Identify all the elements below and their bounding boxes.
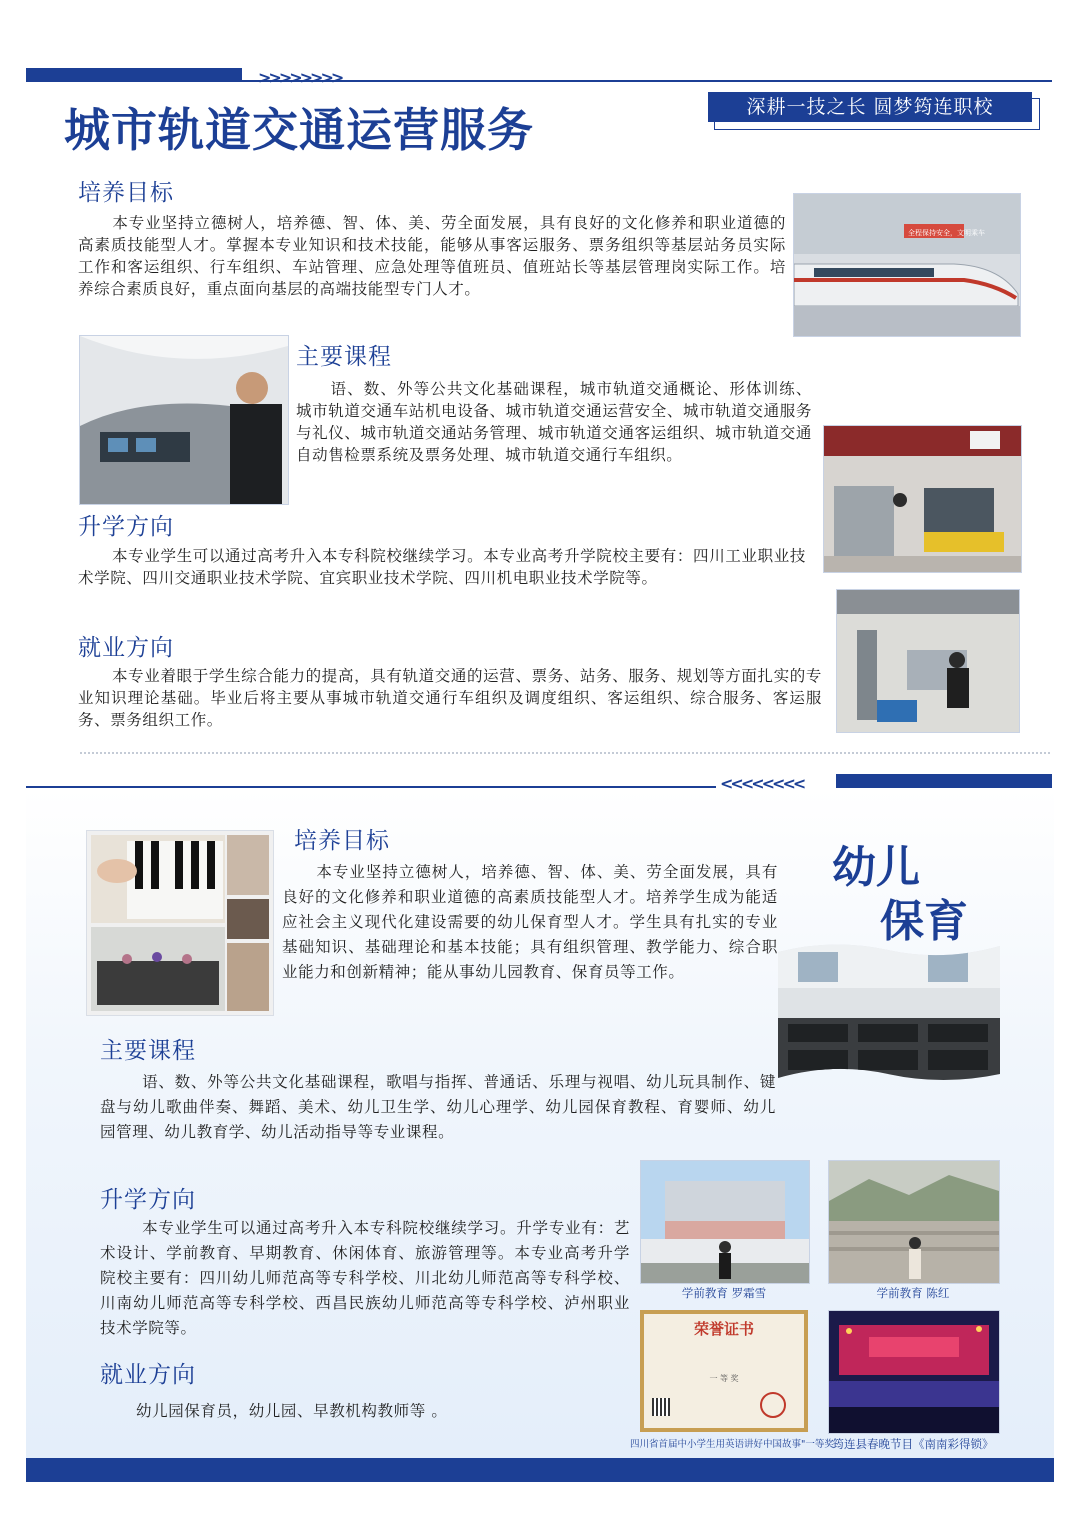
rail-job-text: 本专业着眼于学生综合能力的提高，具有轨道交通的运营、票务、站务、服务、规划等方面扎实的专业知识理论基础。毕业后将主要从事城市轨道交通行车组织及调度组织、客运组织、综合服务、客运服务、票务组织工作。 — [78, 667, 822, 729]
rail-courses-text: 语、数、外等公共文化基础课程，城市轨道交通概论、形体训练、城市轨道交通车站机电设备、城市轨道交通运营安全、城市轨道交通服务与礼仪、城市轨道交通站务管理、城市轨道交通客运组织、城市轨道交通自动售检票系统及票务处理、城市轨道交通行车组织。 — [296, 380, 812, 464]
rail-goal-heading: 培养目标 — [78, 180, 174, 206]
section-separator-rule — [26, 786, 716, 788]
separator-chevrons: <<<<<<<< — [720, 774, 804, 793]
childcare-courses-heading: 主要课程 — [100, 1038, 196, 1064]
certificate-caption: 四川省首届中小学生用英语讲好中国故事"一等奖 — [630, 1439, 834, 1450]
security-check-photo — [823, 425, 1022, 573]
childcare-goal-text: 本专业坚持立德树人，培养德、智、体、美、劳全面发展，具有良好的文化修养和职业道德的高素质技能型人才。培养学生成为能适应社会主义现代化建设需要的幼儿保育型人才。学生具有扎实的专业基础知识、基础理论和基本技能；具有组织管理、教学能力、综合职业能力和创新精神；能从事幼儿园教育、保育员等工作。 — [282, 863, 778, 981]
childcare-further-heading: 升学方向 — [100, 1187, 196, 1213]
piano-classroom-photo — [778, 938, 1000, 1086]
rail-further-text: 本专业学生可以通过高考升入本专科院校继续学习。本专业高考升学院校主要有：四川工业职业技术学院、四川交通职业技术学院、宜宾职业技术学院、四川机电职业技术学院等。 — [78, 547, 806, 587]
train-photo-sign: 全程保持安全，文明乘车 — [908, 229, 985, 237]
dotted-divider — [80, 752, 1050, 754]
motto-banner: 深耕一技之长 圆梦筠连职校 — [708, 92, 1032, 122]
cockpit-photo — [79, 335, 289, 505]
header-stripe — [26, 68, 242, 82]
certificate-title: 荣誉证书 — [693, 1320, 754, 1338]
childcare-job-text: 幼儿园保育员，幼儿园、早教机构教师等 。 — [136, 1402, 448, 1420]
stage-performance-photo — [828, 1310, 1000, 1434]
childcare-goal-heading: 培养目标 — [294, 828, 390, 854]
childcare-job-heading: 就业方向 — [100, 1362, 196, 1388]
graduate-caption-1: 学前教育 罗霜雪 — [681, 1286, 767, 1300]
childcare-further-text: 本专业学生可以通过高考升入本专科院校继续学习。升学专业有：艺术设计、学前教育、早期教育、休闲体育、旅游管理等。本专业高考升学院校主要有：四川幼儿师范高等专科学校、川北幼儿师范高等专科学校、川南幼儿师范高等专科学校、西昌民族幼儿师范高等专科学校、泸州职业技术学院等。 — [100, 1219, 630, 1337]
graduate-caption-2: 学前教育 陈红 — [876, 1286, 950, 1300]
header-chevrons: >>>>>>>> — [258, 68, 342, 87]
honor-certificate — [640, 1310, 808, 1432]
graduate-photo-2 — [828, 1160, 1000, 1284]
rail-courses-heading: 主要课程 — [296, 344, 392, 370]
childcare-courses-text: 语、数、外等公共文化基础课程，歌唱与指挥、普通话、乐理与视唱、幼儿玩具制作、键盘与幼儿歌曲伴奏、舞蹈、美术、幼儿卫生学、幼儿心理学、幼儿园保育教程、育婴师、幼儿园管理、幼儿教育学、幼儿活动指导等专业课程。 — [100, 1073, 776, 1141]
section-separator-block — [836, 774, 1052, 788]
stage-caption: 筠连县春晚节目《南南彩得锁》 — [832, 1437, 994, 1451]
page-title: 城市轨道交通运营服务 — [64, 103, 534, 157]
piano-collage — [86, 830, 274, 1016]
qr-code-icon — [652, 1398, 670, 1416]
header-rule — [242, 80, 1052, 82]
graduate-photo-1 — [640, 1160, 810, 1284]
ticket-gate-photo — [836, 589, 1020, 733]
childcare-title-line2: 保育 — [880, 896, 968, 947]
certificate-prize: 一 等 奖 — [709, 1374, 739, 1383]
seal-stamp-icon — [760, 1392, 786, 1418]
rail-job-heading: 就业方向 — [78, 635, 174, 661]
footer-bar — [26, 1458, 1054, 1482]
rail-goal-text: 本专业坚持立德树人，培养德、智、体、美、劳全面发展，具有良好的文化修养和职业道德的高素质技能型人才。掌握本专业知识和技术技能，能够从事客运服务、票务组织等基层站务员实际工作和客运组织、行车组织、车站管理、应急处理等值班员、值班站长等基层管理岗实际工作。培养综合素质良好，重点面向基层的高端技能型专门人才。 — [78, 214, 786, 298]
rail-further-heading: 升学方向 — [78, 514, 174, 540]
train-photo — [793, 193, 1021, 337]
childcare-title-line1: 幼儿 — [832, 842, 920, 893]
